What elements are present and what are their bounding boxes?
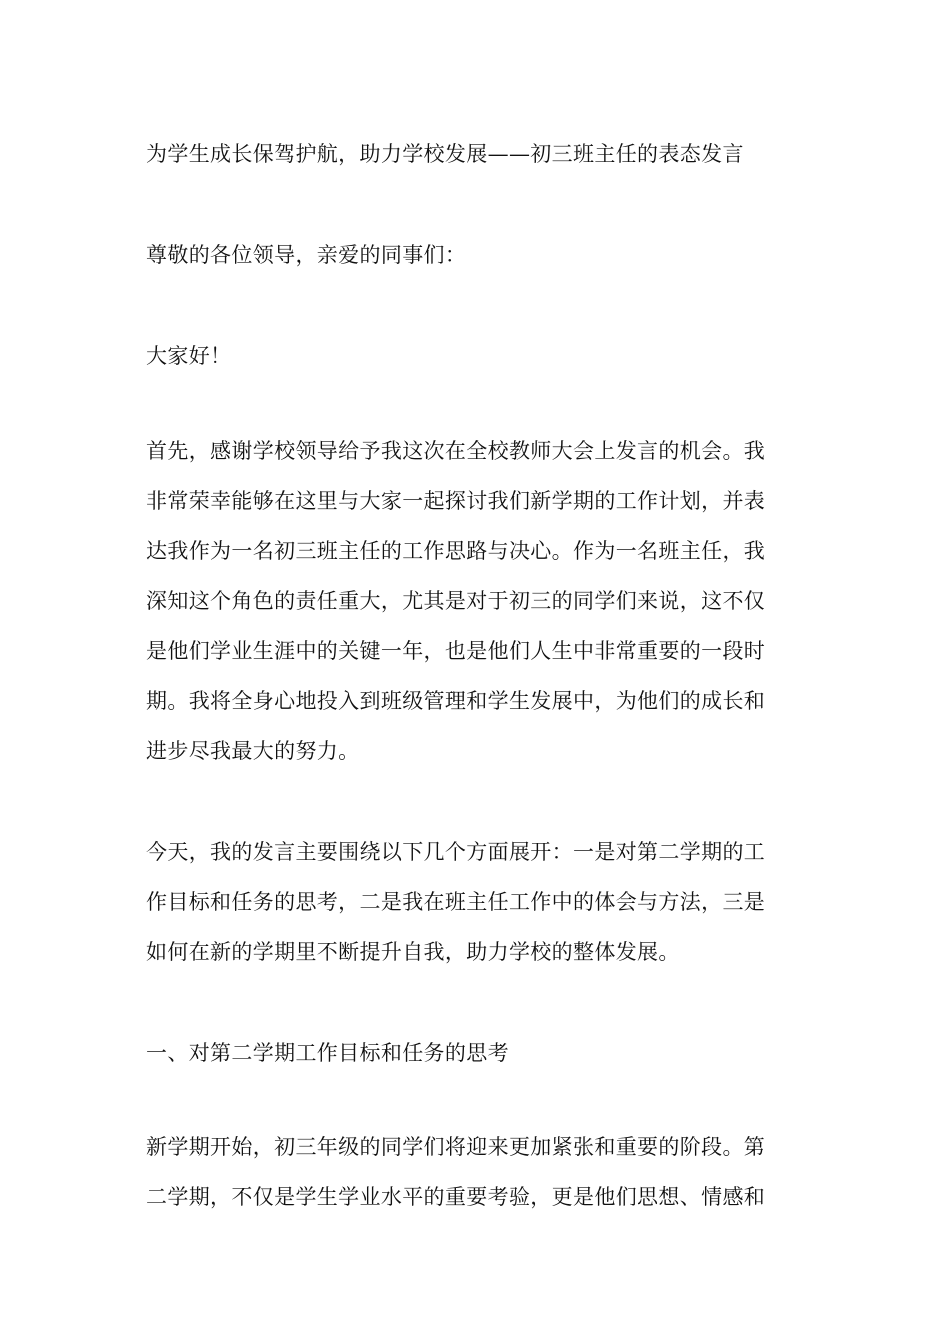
paragraph-line: 作目标和任务的思考，二是我在班主任工作中的体会与方法，三是 [146, 890, 766, 914]
paragraph-line: 是他们学业生涯中的关键一年，也是他们人生中非常重要的一段时 [146, 639, 766, 663]
paragraph-line: 新学期开始，初三年级的同学们将迎来更加紧张和重要的阶段。第 [146, 1135, 766, 1159]
section-heading: 一、对第二学期工作目标和任务的思考 [146, 1041, 509, 1065]
paragraph-line: 如何在新的学期里不断提升自我，助力学校的整体发展。 [146, 940, 680, 964]
document-title: 为学生成长保驾护航，助力学校发展——初三班主任的表态发言 [146, 142, 744, 166]
salutation: 尊敬的各位领导，亲爱的同事们： [146, 243, 467, 267]
paragraph-line: 二学期，不仅是学生学业水平的重要考验，更是他们思想、情感和 [146, 1185, 766, 1209]
greeting: 大家好！ [146, 344, 232, 368]
paragraph-line: 进步尽我最大的努力。 [146, 739, 360, 763]
paragraph-line: 深知这个角色的责任重大，尤其是对于初三的同学们来说，这不仅 [146, 589, 766, 613]
paragraph-line: 期。我将全身心地投入到班级管理和学生发展中，为他们的成长和 [146, 689, 766, 713]
paragraph-line: 首先，感谢学校领导给予我这次在全校教师大会上发言的机会。我 [146, 439, 766, 463]
paragraph-line: 非常荣幸能够在这里与大家一起探讨我们新学期的工作计划，并表 [146, 489, 766, 513]
paragraph-line: 达我作为一名初三班主任的工作思路与决心。作为一名班主任，我 [146, 539, 766, 563]
paragraph-line: 今天，我的发言主要围绕以下几个方面展开：一是对第二学期的工 [146, 840, 766, 864]
